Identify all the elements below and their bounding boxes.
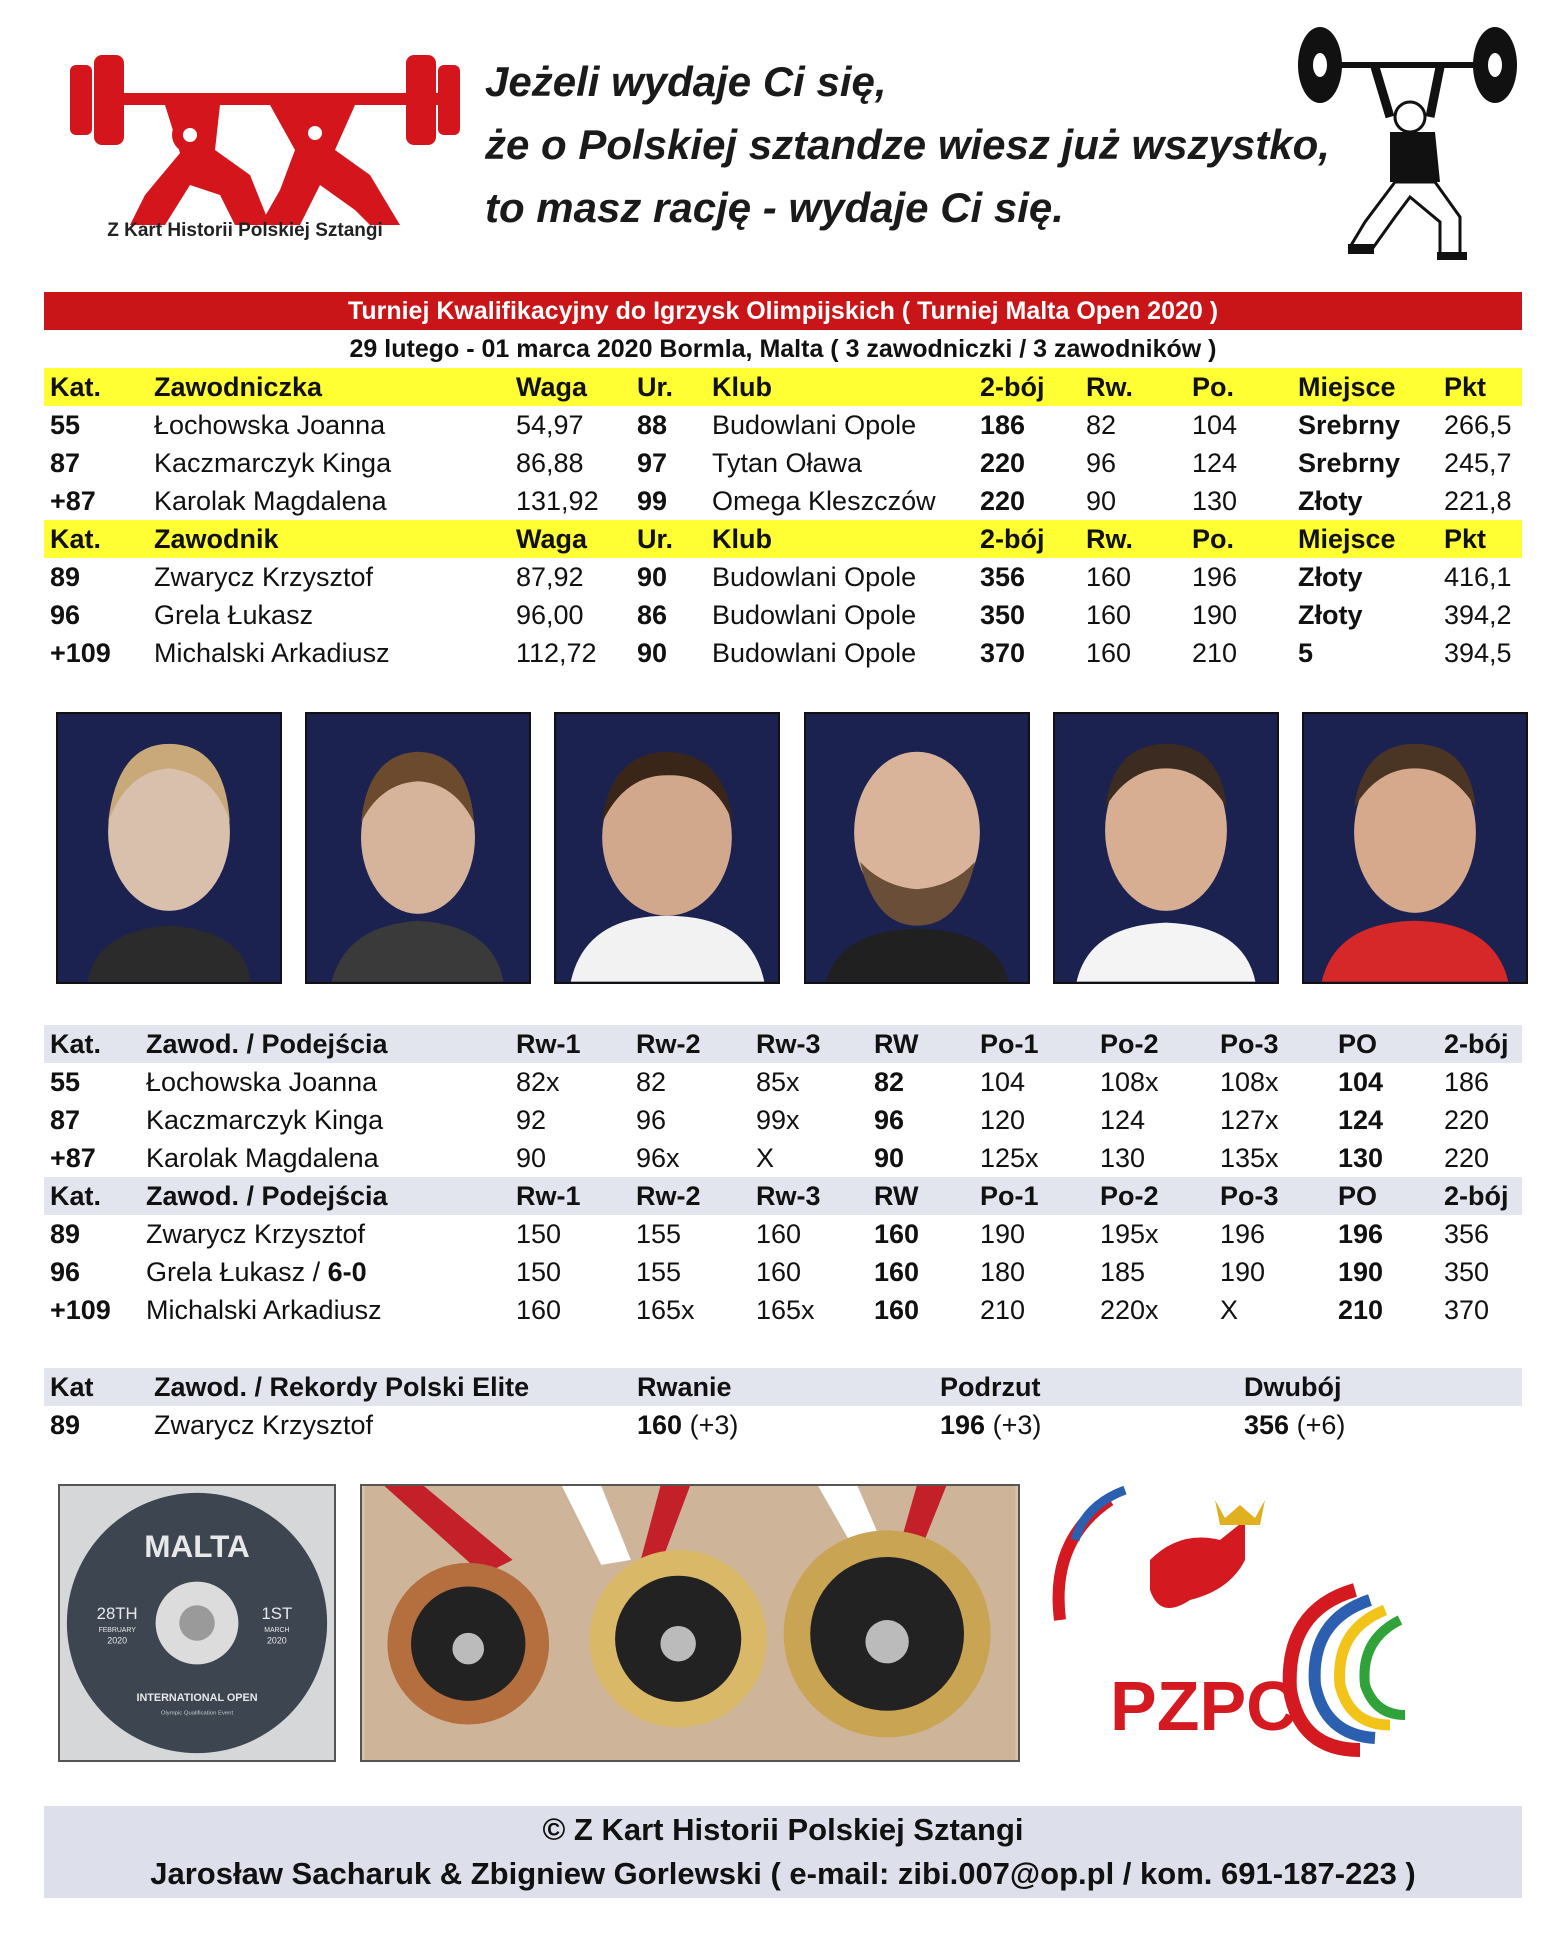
cell-points: 221,8: [1444, 486, 1512, 516]
plate-left-day: 28TH: [96, 1604, 138, 1624]
cell-kat: 55: [50, 1067, 81, 1097]
header-cell: Po-1: [980, 1029, 1039, 1059]
cell-place: Złoty: [1298, 562, 1363, 592]
cell-po3: 190: [1220, 1257, 1266, 1287]
cell-points: 394,5: [1444, 638, 1512, 668]
cell-po: 124: [1338, 1105, 1384, 1135]
header-cell: Zawod. / Rekordy Polski Elite: [154, 1372, 530, 1402]
cell-rw: 160: [874, 1219, 920, 1249]
athlete-photo: [305, 712, 531, 984]
cell-rw2: 82: [636, 1067, 667, 1097]
cell-po2: 124: [1100, 1105, 1146, 1135]
men-attempts-header: [44, 1177, 1522, 1215]
cell-snatch: 96: [1086, 448, 1117, 478]
results-table: [44, 368, 1522, 672]
cell-snatch: 82: [1086, 410, 1117, 440]
header-cell: Rwanie: [637, 1372, 732, 1402]
cell-name: Łochowska Joanna: [154, 410, 386, 440]
plate-right-year: 2020: [266, 1635, 287, 1646]
plate-left-year: 2020: [107, 1635, 128, 1646]
cell-rw: 96: [874, 1105, 905, 1135]
cell-points: 245,7: [1444, 448, 1512, 478]
portrait-icon: [307, 714, 529, 982]
table-row: [44, 444, 1522, 482]
cell-kat: 55: [50, 410, 81, 440]
table-row: [44, 406, 1522, 444]
cell-rw1: 82x: [516, 1067, 560, 1097]
cell-po: 210: [1338, 1295, 1384, 1325]
header-cell: Po-2: [1100, 1029, 1159, 1059]
cell-total: 356: [1444, 1219, 1490, 1249]
plate-icon: [60, 1486, 334, 1760]
table-row: [44, 558, 1522, 596]
cell-total: 186: [980, 410, 1026, 440]
header-cell: Po.: [1192, 524, 1235, 554]
cell-club: Budowlani Opole: [712, 410, 917, 440]
cell-weight: 86,88: [516, 448, 584, 478]
header-cell: Rw-1: [516, 1181, 581, 1211]
cell-snatch: 90: [1086, 486, 1117, 516]
header-cell: Rw-1: [516, 1029, 581, 1059]
cell-kat: 96: [50, 1257, 81, 1287]
header-cell: Rw-2: [636, 1181, 701, 1211]
cell-points: 266,5: [1444, 410, 1512, 440]
cell-name: Zwarycz Krzysztof: [146, 1219, 366, 1249]
table-row: [44, 1215, 1522, 1253]
cell-points: 394,2: [1444, 600, 1512, 630]
athlete-photo: [804, 712, 1030, 984]
cell-weight: 54,97: [516, 410, 584, 440]
cell-cj: 130: [1192, 486, 1238, 516]
cell-total: 220: [1444, 1105, 1490, 1135]
cell-cj: 104: [1192, 410, 1238, 440]
cell-kat: 87: [50, 448, 81, 478]
cell-po1: 180: [980, 1257, 1026, 1287]
header-cell: Pkt: [1444, 524, 1487, 554]
cell-born: 90: [637, 638, 668, 668]
cell-po1: 104: [980, 1067, 1026, 1097]
cell-rw3: 160: [756, 1219, 802, 1249]
total-delta: (+6): [1296, 1410, 1346, 1440]
cell-name: Kaczmarczyk Kinga: [146, 1105, 384, 1135]
cell-name: Karolak Magdalena: [154, 486, 387, 516]
cell-po2: 185: [1100, 1257, 1146, 1287]
cell-rw1: 150: [516, 1219, 562, 1249]
table-row: [44, 634, 1522, 672]
header-cell: 2-bój: [1444, 1029, 1509, 1059]
women-header-row: [44, 368, 1522, 406]
cell-born: 90: [637, 562, 668, 592]
athlete-photo: [554, 712, 780, 984]
cell-po1: 120: [980, 1105, 1026, 1135]
cell-place: Srebrny: [1298, 410, 1401, 440]
cell-po: 190: [1338, 1257, 1384, 1287]
header-cell: Ur.: [637, 524, 674, 554]
cell-po2: 130: [1100, 1143, 1146, 1173]
cell-cj: [940, 1406, 1041, 1444]
cell-born: 97: [637, 448, 668, 478]
header-cell: Pkt: [1444, 372, 1487, 402]
cell-name: Zwarycz Krzysztof: [154, 562, 374, 592]
header-cell: Rw-3: [756, 1029, 821, 1059]
slogan-line-2: że o Polskiej sztandze wiesz już wszystko,: [485, 121, 1330, 168]
cell-rw1: 90: [516, 1143, 547, 1173]
cell-po2: 195x: [1100, 1219, 1159, 1249]
header-cell: Rw-3: [756, 1181, 821, 1211]
cj-delta: (+3): [992, 1410, 1042, 1440]
records-header: [44, 1368, 1522, 1406]
cell-weight: 96,00: [516, 600, 584, 630]
cell-rw: 82: [874, 1067, 905, 1097]
cell-total: 370: [980, 638, 1026, 668]
cell-name: Grela Łukasz: [154, 600, 314, 630]
cell-snatch: 160: [1086, 638, 1132, 668]
cell-total: 370: [1444, 1295, 1490, 1325]
records-table: [44, 1368, 1522, 1444]
table-row: [44, 1063, 1522, 1101]
cell-rw2: 165x: [636, 1295, 695, 1325]
cell-total: 220: [1444, 1143, 1490, 1173]
cell-po: 196: [1338, 1219, 1384, 1249]
cell-po: 130: [1338, 1143, 1384, 1173]
plate-left-month: FEBRUARY: [98, 1626, 136, 1634]
cell-name-text: Grela Łukasz /: [146, 1257, 328, 1287]
attempts-table: [44, 1025, 1522, 1329]
cell-weight: 112,72: [516, 638, 597, 668]
plate-right-day: 1ST: [261, 1604, 293, 1624]
cell-total: 350: [1444, 1257, 1490, 1287]
cell-rw3: 165x: [756, 1295, 815, 1325]
header-cell: Po-1: [980, 1181, 1039, 1211]
table-row: [44, 1291, 1522, 1329]
header-cell: Klub: [712, 372, 772, 402]
medals-icon: [362, 1486, 1018, 1760]
header-cell: Zawod. / Podejścia: [146, 1029, 388, 1059]
header-cell: Po-3: [1220, 1029, 1279, 1059]
footer-contact: Jarosław Sacharuk & Zbigniew Gorlewski ( e-mail: zibi.007@op.pl / kom. 691-187-223 ): [150, 1856, 1416, 1891]
header-cell: Miejsce: [1298, 524, 1396, 554]
cell-rw: 160: [874, 1295, 920, 1325]
cell-po2: 108x: [1100, 1067, 1159, 1097]
cell-kat: 89: [50, 1410, 81, 1440]
cell-po3: 108x: [1220, 1067, 1279, 1097]
athlete-photo: [1053, 712, 1279, 984]
cell-name: Łochowska Joanna: [146, 1067, 378, 1097]
athlete-photo: [1302, 712, 1528, 984]
cell-po3: 127x: [1220, 1105, 1279, 1135]
slogan-line-1: Jeżeli wydaje Ci się,: [485, 58, 887, 105]
cell-name: Kaczmarczyk Kinga: [154, 448, 392, 478]
header-cell: Zawodniczka: [154, 372, 323, 402]
cell-rw3: 160: [756, 1257, 802, 1287]
cell-kat: 89: [50, 1219, 81, 1249]
cell-cj: 196: [1192, 562, 1238, 592]
cell-weight: 87,92: [516, 562, 584, 592]
footer: [44, 1806, 1522, 1898]
header-cell: Waga: [516, 372, 588, 402]
competition-title: Turniej Kwalifikacyjny do Igrzysk Olimpijskich ( Turniej Malta Open 2020 ): [44, 292, 1522, 330]
cell-rw2: 96x: [636, 1143, 680, 1173]
women-attempts-header: [44, 1025, 1522, 1063]
cell-kat: 89: [50, 562, 81, 592]
plate-title: MALTA: [144, 1527, 250, 1564]
cell-club: Budowlani Opole: [712, 562, 917, 592]
cell-cj: 210: [1192, 638, 1238, 668]
cell-total: 220: [980, 448, 1026, 478]
header-cell: Zawod. / Podejścia: [146, 1181, 388, 1211]
cell-rw3: 99x: [756, 1105, 800, 1135]
cell-rw3: X: [756, 1143, 775, 1173]
table-row: [44, 1101, 1522, 1139]
grela-note: 6-0: [327, 1257, 367, 1287]
cell-rw: 90: [874, 1143, 905, 1173]
pzpc-label: PZPC: [1110, 1667, 1297, 1745]
header-cell: Miejsce: [1298, 372, 1396, 402]
cell-name: Michalski Arkadiusz: [154, 638, 390, 668]
cell-name: Zwarycz Krzysztof: [154, 1410, 374, 1440]
header-cell: Rw-2: [636, 1029, 701, 1059]
header-cell: Po.: [1192, 372, 1235, 402]
cell-kat: +87: [50, 486, 96, 516]
header-cell: Ur.: [637, 372, 674, 402]
snatch-record: 160: [637, 1410, 683, 1440]
header-cell: PO: [1338, 1181, 1378, 1211]
cell-cj: 190: [1192, 600, 1238, 630]
cell-born: 99: [637, 486, 668, 516]
cell-born: 86: [637, 600, 668, 630]
header-cell: Po-3: [1220, 1181, 1279, 1211]
cell-name: [146, 1253, 367, 1291]
slogan-line-3: to masz rację - wydaje Ci się.: [485, 184, 1064, 231]
men-header-row: [44, 520, 1522, 558]
header-cell: Kat.: [50, 372, 102, 402]
cell-kat: +109: [50, 1295, 111, 1325]
cell-total: 220: [980, 486, 1026, 516]
header-cell: Rw.: [1086, 524, 1133, 554]
header-cell: Dwubój: [1244, 1372, 1342, 1402]
header-cell: 2-bój: [980, 372, 1045, 402]
cell-rw1: 160: [516, 1295, 562, 1325]
lifter-illustration: [1290, 22, 1525, 262]
cell-rw1: 150: [516, 1257, 562, 1287]
portrait-icon: [1304, 714, 1526, 982]
medals-photo: [360, 1484, 1020, 1762]
cell-rw2: 155: [636, 1257, 682, 1287]
plate-small: Olympic Qualification Event: [160, 1710, 234, 1717]
malta-plate-image: [58, 1484, 336, 1762]
header-cell: Kat: [50, 1372, 94, 1402]
cell-name: Michalski Arkadiusz: [146, 1295, 382, 1325]
competition-subtitle: 29 lutego - 01 marca 2020 Bormla, Malta ( 3 zawodniczki / 3 zawodników ): [349, 335, 1217, 363]
table-row: [44, 1253, 1522, 1291]
header-cell: RW: [874, 1181, 919, 1211]
cell-po3: 196: [1220, 1219, 1266, 1249]
plate-caption: INTERNATIONAL OPEN: [136, 1691, 258, 1704]
cell-total: [1244, 1406, 1345, 1444]
cell-po2: 220x: [1100, 1295, 1159, 1325]
cell-po: 104: [1338, 1067, 1384, 1097]
cell-total: 356: [980, 562, 1026, 592]
cell-club: Tytan Oława: [712, 448, 863, 478]
cell-snatch: 160: [1086, 562, 1132, 592]
header-cell: Po-2: [1100, 1181, 1159, 1211]
weightlifter-icon: [1290, 22, 1525, 262]
cell-place: Srebrny: [1298, 448, 1401, 478]
cell-po3: X: [1220, 1295, 1239, 1325]
pzpc-logo: [1040, 1480, 1520, 1770]
cell-po1: 190: [980, 1219, 1026, 1249]
cell-total: 186: [1444, 1067, 1490, 1097]
cell-snatch: 160: [1086, 600, 1132, 630]
total-record: 356: [1244, 1410, 1290, 1440]
table-row: [44, 482, 1522, 520]
cell-place: Złoty: [1298, 486, 1363, 516]
header-cell: RW: [874, 1029, 919, 1059]
portrait-icon: [58, 714, 280, 982]
snatch-delta: (+3): [689, 1410, 739, 1440]
header-cell: Kat.: [50, 1029, 102, 1059]
table-row: [44, 1139, 1522, 1177]
cell-kat: +87: [50, 1143, 96, 1173]
header-cell: Podrzut: [940, 1372, 1041, 1402]
header-cell: Klub: [712, 524, 772, 554]
cell-name: Karolak Magdalena: [146, 1143, 379, 1173]
cj-record: 196: [940, 1410, 986, 1440]
cell-weight: 131,92: [516, 486, 599, 516]
cell-club: Budowlani Opole: [712, 600, 917, 630]
header-cell: 2-bój: [980, 524, 1045, 554]
table-row: [44, 596, 1522, 634]
cell-po1: 210: [980, 1295, 1026, 1325]
cell-club: Omega Kleszczów: [712, 486, 936, 516]
cell-place: Złoty: [1298, 600, 1363, 630]
pzpc-eagle-icon: [1040, 1480, 1520, 1770]
header-cell: Waga: [516, 524, 588, 554]
cell-rw2: 155: [636, 1219, 682, 1249]
cell-points: 416,1: [1444, 562, 1512, 592]
plate-right-month: MARCH: [264, 1626, 290, 1634]
header-cell: PO: [1338, 1029, 1378, 1059]
header-cell: 2-bój: [1444, 1181, 1509, 1211]
header-cell: Zawodnik: [154, 524, 279, 554]
cell-total: 350: [980, 600, 1026, 630]
slogan: [485, 50, 1345, 239]
cell-snatch: [637, 1406, 738, 1444]
athlete-photo: [56, 712, 282, 984]
header-cell: Kat.: [50, 1181, 102, 1211]
cell-rw1: 92: [516, 1105, 547, 1135]
cell-kat: +109: [50, 638, 111, 668]
cell-rw3: 85x: [756, 1067, 800, 1097]
portrait-icon: [1055, 714, 1277, 982]
cell-po1: 125x: [980, 1143, 1039, 1173]
cell-club: Budowlani Opole: [712, 638, 917, 668]
cell-kat: 87: [50, 1105, 81, 1135]
logo-caption: Z Kart Historii Polskiej Sztangi: [107, 220, 383, 241]
cell-rw: 160: [874, 1257, 920, 1287]
cell-po3: 135x: [1220, 1143, 1279, 1173]
cell-rw2: 96: [636, 1105, 667, 1135]
cell-kat: 96: [50, 600, 81, 630]
cell-place: 5: [1298, 638, 1314, 668]
cell-born: 88: [637, 410, 668, 440]
portrait-icon: [556, 714, 778, 982]
table-row: [44, 1406, 1522, 1444]
cell-cj: 124: [1192, 448, 1238, 478]
portrait-icon: [806, 714, 1028, 982]
header-cell: Rw.: [1086, 372, 1133, 402]
header-cell: Kat.: [50, 524, 102, 554]
footer-copyright: © Z Kart Historii Polskiej Sztangi: [542, 1812, 1024, 1847]
